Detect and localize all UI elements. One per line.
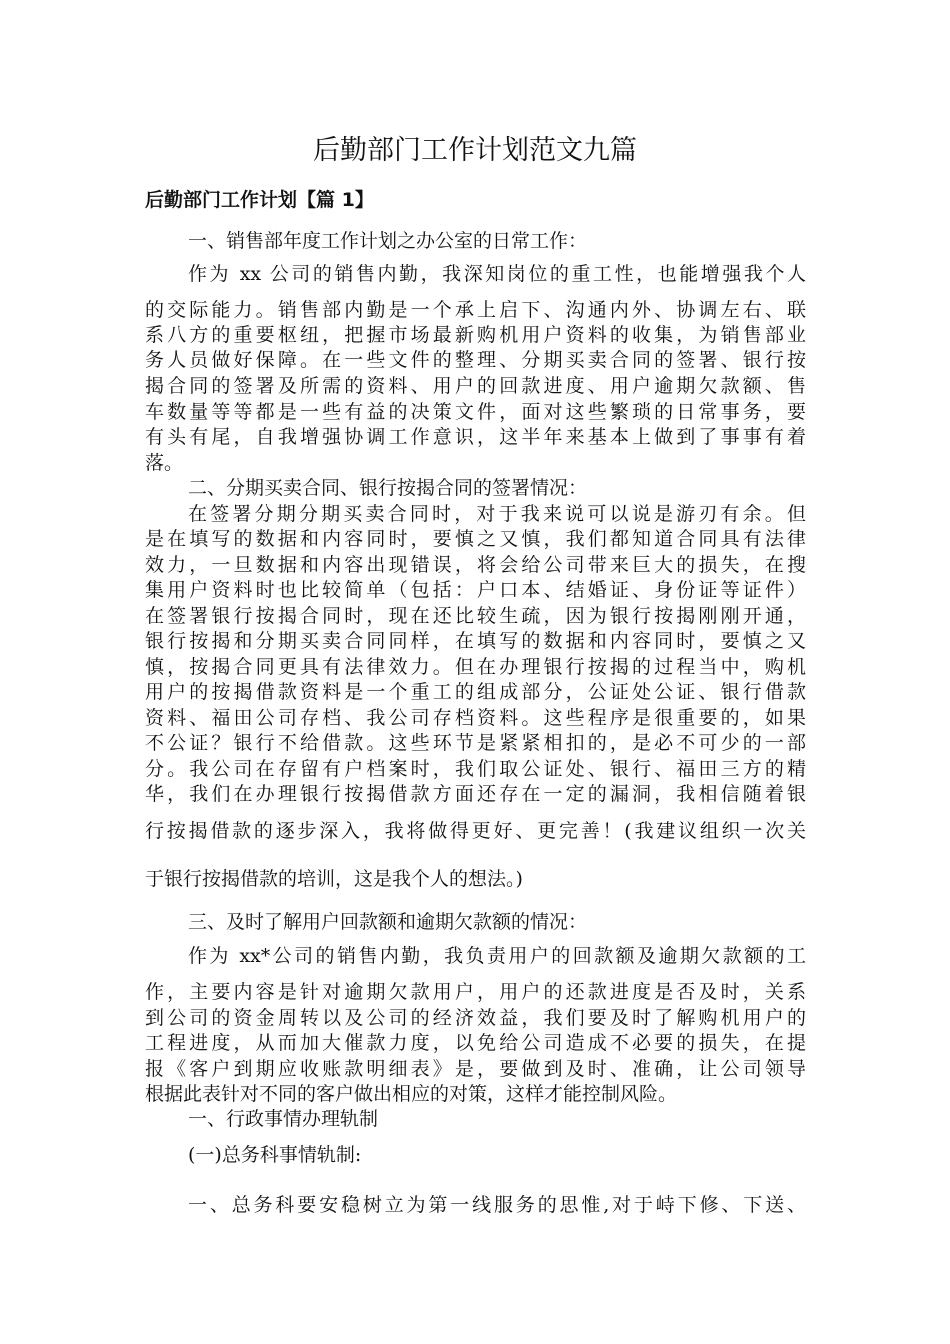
- paragraph-line: 务人员做好保障。在一些文件的整理、分期买卖合同的签署、银行按: [145, 349, 806, 371]
- paragraph-line: 不公证？银行不给借款。这些环节是紧紧相扣的，是必不可少的一部: [145, 732, 806, 754]
- paragraph-line: 系八方的重要枢纽，把握市场最新购机用户资料的收集，为销售部业: [145, 324, 806, 346]
- paragraph-line: 车数量等等都是一些有益的决策文件，面对这些繁琐的日常事务，要: [145, 401, 806, 423]
- section-heading: 后勤部门工作计划【篇 1】: [145, 189, 374, 211]
- paragraph-line: 一、行政事情办理轨制: [188, 1108, 379, 1130]
- paragraph-line: 揭合同的签署及所需的资料、用户的回款进度、用户逾期欠款额、售: [145, 375, 806, 397]
- paragraph-line: 作，主要内容是针对逾期欠款用户，用户的还款进度是否及时，关系: [145, 981, 806, 1003]
- paragraph-line: 是在填写的数据和内容同时，要慎之又慎，我们都知道合同具有法律: [145, 528, 806, 550]
- document-title: 后勤部门工作计划范文九篇: [313, 135, 637, 166]
- paragraph-line: 工程进度，从而加大催款力度，以免给公司造成不必要的损失，在提: [145, 1032, 806, 1054]
- paragraph-line: (一)总务科事情轨制:: [188, 1144, 362, 1166]
- paragraph-line: 根据此表针对不同的客户做出相应的对策，这样才能控制风险。: [145, 1083, 678, 1105]
- paragraph-line: 作为 xx 公司的销售内勤，我深知岗位的重工性，也能增强我个人: [188, 263, 806, 285]
- paragraph-line: 在签署分期分期买卖合同时，对于我来说可以说是游刃有余。但: [188, 503, 806, 525]
- paragraph-line: 银行按揭和分期买卖合同同样，在填写的数据和内容同时，要慎之又: [145, 630, 806, 652]
- paragraph-line: 报《客户到期应收账款明细表》是，要做到及时、准确，让公司领导: [145, 1058, 806, 1080]
- paragraph-line: 有头有尾，自我增强协调工作意识，这半年来基本上做到了事事有着: [145, 426, 806, 448]
- paragraph-line: 慎，按揭合同更具有法律效力。但在办理银行按揭的过程当中，购机: [145, 656, 806, 678]
- paragraph-line: 用户的按揭借款资料是一个重工的组成部分，公证处公证、银行借款: [145, 681, 806, 703]
- paragraph-line: 二、分期买卖合同、银行按揭合同的签署情况：: [188, 477, 588, 499]
- paragraph-line: 资料、福田公司存档、我公司存档资料。这些程序是很重要的，如果: [145, 707, 806, 729]
- paragraph-line: 效力，一旦数据和内容出现错误，将会给公司带来巨大的损失，在搜: [145, 554, 806, 576]
- paragraph-line: 一、总务科要安稳树立为第一线服务的思惟,对于峙下修、下送、: [188, 1194, 806, 1216]
- paragraph-line: 于银行按揭借款的培训，这是我个人的想法。): [145, 868, 523, 890]
- paragraph-line: 作为 xx*公司的销售内勤，我负责用户的回款额及逾期欠款额的工: [188, 945, 806, 967]
- paragraph-line: 在签署银行按揭合同时，现在还比较生疏，因为银行按揭刚刚开通，: [145, 605, 806, 627]
- paragraph-line: 到公司的资金周转以及公司的经济效益，我们要及时了解购机用户的: [145, 1007, 806, 1029]
- paragraph-line: 三、及时了解用户回款额和逾期欠款额的情况：: [188, 911, 588, 933]
- paragraph-line: 集用户资料时也比较简单（包括：户口本、结婚证、身份证等证件）: [145, 579, 806, 601]
- paragraph-line: 行按揭借款的逐步深入，我将做得更好、更完善！(我建议组织一次关: [145, 820, 806, 842]
- paragraph-line: 一、销售部年度工作计划之办公室的日常工作：: [188, 230, 588, 252]
- paragraph-line: 华，我们在办理银行按揭借款方面还存在一定的漏洞，我相信随着银: [145, 783, 806, 805]
- paragraph-line: 的交际能力。销售部内勤是一个承上启下、沟通内外、协调左右、联: [145, 299, 806, 321]
- paragraph-line: 分。我公司在存留有户档案时，我们取公证处、银行、福田三方的精: [145, 758, 806, 780]
- paragraph-line: 落。: [145, 452, 184, 474]
